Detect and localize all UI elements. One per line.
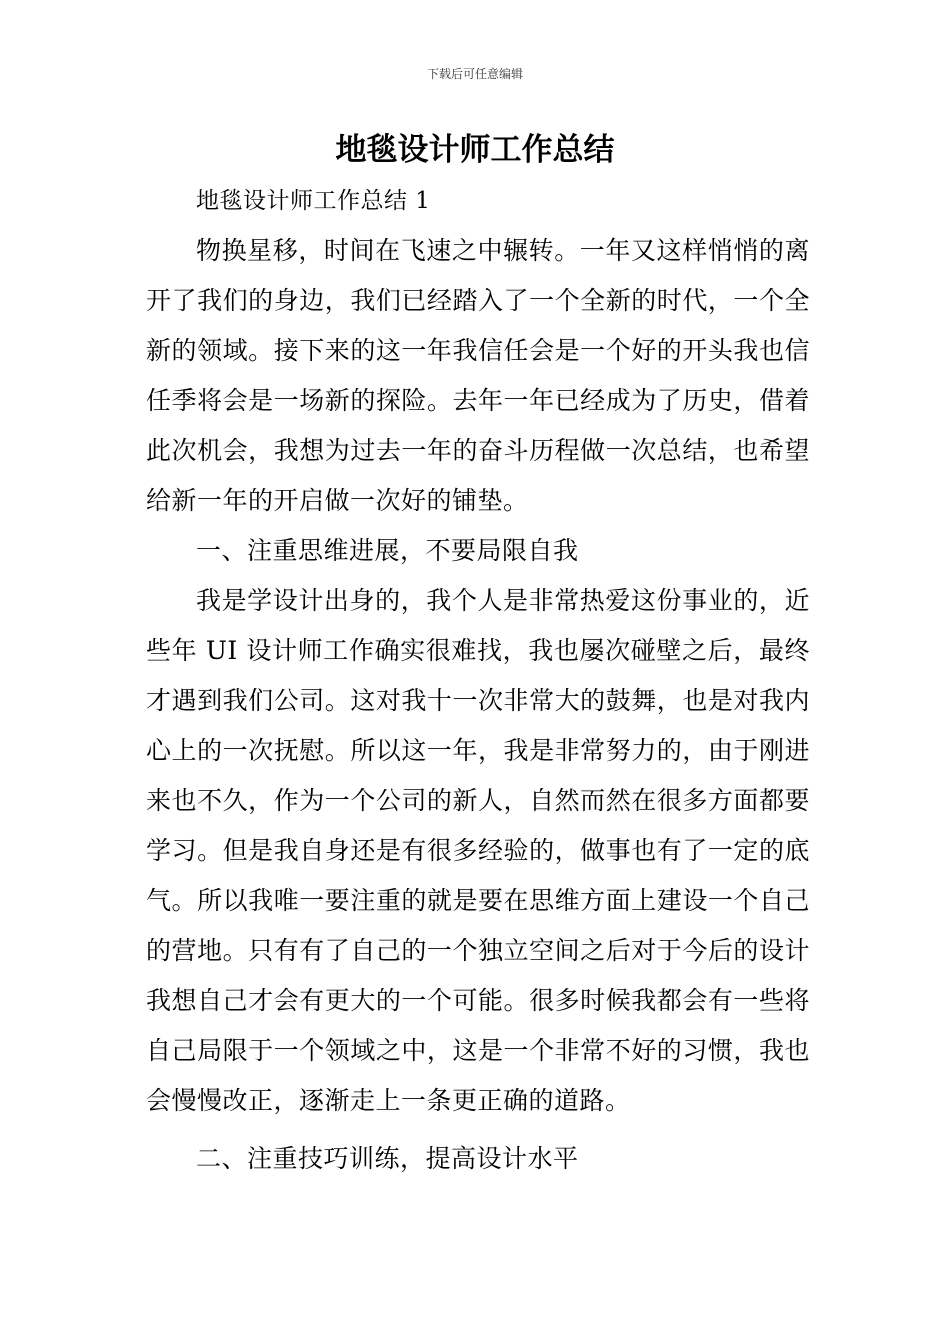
header-note: 下载后可任意编辑 [426, 67, 523, 81]
section-heading-2: 二、注重技巧训练，提高设计水平 [196, 1144, 579, 1173]
section-subtitle: 地毯设计师工作总结 1 [196, 188, 431, 214]
paragraph-intro: 物换星移，时间在飞速之中辗转。一年又这样悄悄的离开了我们的身边，我们已经踏入了一个全新的时代，一个全新的领域。接下来的这一年我信任会是一个好的开头我也信任季将会是一场新的探险。去年一年已经成为了历史，借着此次机会，我想为过去一年的奋斗历程做一次总结，也希望给新一年的开启做一次好的铺垫。 [146, 236, 810, 515]
section-heading-1: 一、注重思维进展，不要局限自我 [196, 536, 579, 565]
paragraph-section-1: 我是学设计出身的，我个人是非常热爱这份事业的，近些年 UI 设计师工作确实很难找，我也屡次碰壁之后，最终才遇到我们公司。这对我十一次非常大的鼓舞，也是对我内心上的一次抚慰。所以这一年，我是非常努力的，由于刚进来也不久，作为一个公司的新人，自然而然在很多方面都要学习。但是我自身还是有很多经验的，做事也有了一定的底气。所以我唯一要注重的就是要在思维方面上建设一个自己的营地。只有有了自己的一个独立空间之后对于今后的设计我想自己才会有更大的一个可能。很多时候我都会有一些将自己局限于一个领域之中，这是一个非常不好的习惯，我也会慢慢改正，逐渐走上一条更正确的道路。 [146, 586, 810, 1115]
document-title: 地毯设计师工作总结 [335, 132, 615, 168]
document-body [146, 176, 810, 1184]
